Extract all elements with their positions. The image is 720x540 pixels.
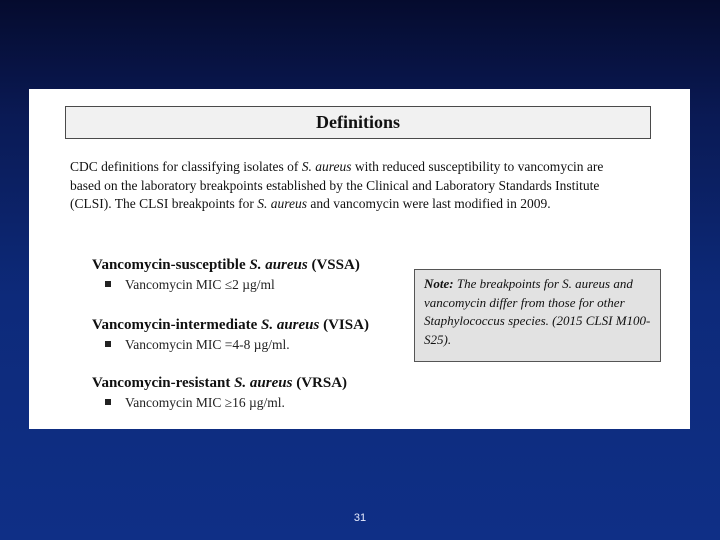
category-heading-abbrev: (VRSA) [292,375,348,391]
category-heading-text: Vancomycin-resistant [92,375,235,391]
category-heading-abbrev: (VISA) [319,317,369,333]
category-heading-organism: S. aureus [234,375,293,391]
category-visa [92,316,412,353]
note-box [414,269,661,362]
intro-organism-1: S. aureus [301,159,352,174]
square-bullet-icon [105,341,111,347]
content-panel [29,89,690,429]
intro-text-3: and vancomycin were last modified in 2009. [306,196,551,211]
category-heading [92,374,412,392]
square-bullet-icon [105,281,111,287]
intro-text-1: CDC definitions for classifying isolates of [70,159,302,174]
category-item-text: Vancomycin MIC ≥16 µg/ml. [125,395,285,410]
page-title: Definitions [315,112,400,132]
note-text: The breakpoints for S. aureus and vancomycin differ from those for other Staphylococcus species. (2015 CLSI M100-S25). [424,276,651,347]
category-heading [92,256,412,274]
category-item-text: Vancomycin MIC ≤2 µg/ml [125,277,275,292]
category-vrsa [92,374,412,411]
category-item [92,337,412,353]
category-item [92,395,412,411]
note-label: Note: [424,276,454,291]
category-heading-text: Vancomycin-intermediate [92,317,261,333]
category-heading [92,316,412,334]
category-heading-text: Vancomycin-susceptible [92,257,250,273]
category-vssa [92,256,412,293]
category-heading-organism: S. aureus [261,317,320,333]
intro-paragraph [70,158,630,214]
square-bullet-icon [105,399,111,405]
category-heading-organism: S. aureus [249,257,308,273]
category-item-text: Vancomycin MIC =4-8 µg/ml. [125,337,290,352]
category-item [92,277,412,293]
intro-text-2: with reduced susceptibility to vancomycin are based on the laboratory breakpoints established by the Clinical and Laboratory Standards Institute (CLSI). The CLSI breakpoints for [70,159,604,211]
page-number: 31 [353,512,367,524]
title-box [65,106,651,139]
category-heading-abbrev: (VSSA) [307,257,360,273]
intro-organism-2: S. aureus [257,196,307,211]
